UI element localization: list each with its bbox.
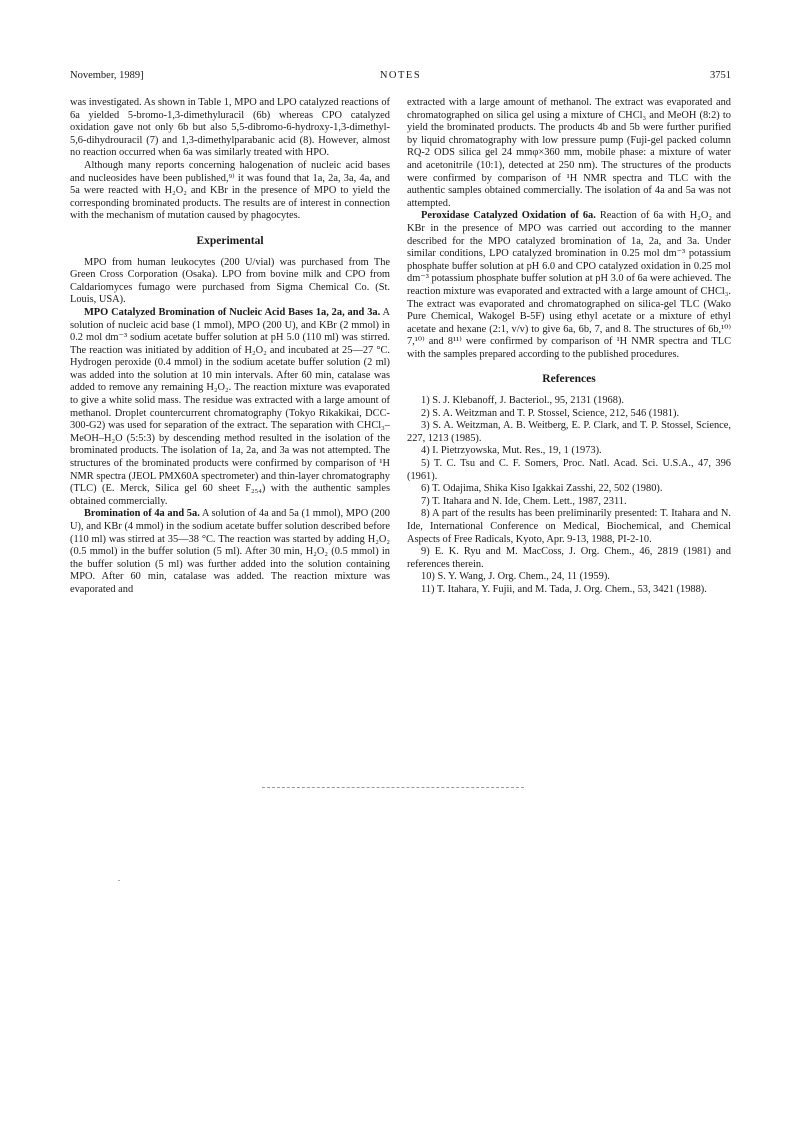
right-column (407, 97, 731, 597)
section-title: NOTES (379, 70, 422, 81)
mpo-bromination-heading: MPO Catalyzed Bromination of Nucleic Acid Bases 1a, 2a, and 3a. (84, 306, 381, 318)
mpo-bromination-body: A solution of nucleic acid base (1 mmol), MPO (200 U), and KBr (2 mmol) in 0.2 mol dm⁻³ sodium acetate buffer solution at pH 5.0 (110 ml) was stirred. The reaction was initiated by addition of H₂O₂ and incubated at 25—27 °C. Hydrogen peroxide (0.4 mmol) in the sodium acetate buffer solution (2 ml) was added into the solution at 10 min intervals. After 60 min, catalase was added to remove any remaining H₂O₂. The reaction mixture was evaporated to give a white solid mass. The residue was extracted with a large amount of methanol. Droplet countercurrent chromatography (Tokyo Rikakikai, DCC-300-G2) was used for separation of the extract. The separation with CHCl₃–MeOH–H₂O (5:5:3) by descending method resulted in the isolation of the brominated products. The isolation of 1a, 2a, and 3a was not attempted. The structures of the brominated products were confirmed by comparison of ¹H NMR spectra (JEOL PMX60A spectrometer) and thin-layer chromatography (TLC) (E. Merck, Silica gel 60 sheet F₂₅₄) with the authentic samples obtained commercially. (70, 306, 390, 507)
peroxidase-body: Reaction of 6a with H₂O₂ and KBr in the presence of MPO was carried out according to the manner described for the MPO catalyzed bromination of 1a, 2a, and 3a. Under similar conditions, LPO catalyzed bromination in 0.25 mol dm⁻³ potassium phosphate buffer solution at pH 6.0 and CPO catalyzed oxidation in 0.25 mol dm⁻³ potassium phosphate buffer solution at pH 3.0 of 6a were achieved. The reaction mixture was evaporated and extracted with a large amount of CHCl₃. The extract was evaporated and chromatographed on silica-gel TLC (Wako Pure Chemical, Wakogel B-5F) using ethyl acetate or a mixture of ethyl acetate and hexane (2:1, v/v) to give 6a, 6b, 7, and 8. The structures of 6b,¹⁰⁾ 7,¹⁰⁾ and 8¹¹⁾ were confirmed by comparison of ¹H NMR spectra and TLC with the samples prepared according to the published procedures. (407, 210, 731, 360)
reference-item: 2) S. A. Weitzman and T. P. Stossel, Science, 212, 546 (1981). (421, 407, 680, 419)
left-column (70, 97, 390, 597)
peroxidase-paragraph (407, 210, 731, 361)
reference-item: 7) T. Itahara and N. Ide, Chem. Lett., 1987, 2311. (421, 495, 627, 507)
continuation-paragraph: extracted with a large amount of methanol. The extract was evaporated and chromatographed on silica gel using a mixture of CHCl₃ and MeOH (8:2) to yield the brominated products. The products 4b and 5b were further purified by liquid chromatography with low pressure pump (Fuji-gel packed column RQ-2 ODS silica gel 24 mmφ×360 mm, mobile phase: a mixture of water and acetonitrile (10:1), detected at 250 nm). The structures of the products were confirmed by comparison of ¹H NMR spectra and TLC with the authentic samples obtained commercially. The isolation of 4a and 5a was not attempted. (407, 97, 731, 209)
end-divider (262, 787, 524, 789)
references-heading: References (542, 373, 596, 386)
materials-paragraph: MPO from human leukocytes (200 U/vial) was purchased from The Green Cross Corporation (Osaka). LPO from bovine milk and CPO from Caldariomyces fumago were purchased from Sigma Chemical Co. (St. Louis, USA). (70, 256, 390, 306)
reference-item: 1) S. J. Klebanoff, J. Bacteriol., 95, 2131 (1968). (421, 395, 624, 407)
issue-date: November, 1989] (70, 70, 144, 81)
scan-speck (118, 880, 120, 881)
bromination-4a-5a-heading: Bromination of 4a and 5a. (84, 508, 200, 520)
reference-item: 4) I. Pietrzyowska, Mut. Res., 19, 1 (1973). (421, 445, 602, 457)
reference-item: 9) E. K. Ryu and M. MacCoss, J. Org. Chem., 46, 2819 (1981) and references therein. (407, 546, 731, 570)
reference-item: 3) S. A. Weitzman, A. B. Weitberg, E. P. Clark, and T. P. Stossel, Science, 227, 1213 (1985). (407, 420, 731, 444)
reference-item: 5) T. C. Tsu and C. F. Somers, Proc. Natl. Acad. Sci. U.S.A., 47, 396 (1961). (407, 458, 731, 482)
reference-item: 10) S. Y. Wang, J. Org. Chem., 24, 11 (1959). (421, 571, 610, 583)
intro-paragraph-1: was investigated. As shown in Table 1, MPO and LPO catalyzed reactions of 6a yielded 5-bromo-1,3-dimethyluracil (6b) whereas CPO catalyzed oxidation gave not only 6b but also 5,5-dibromo-6-hydroxy-1,3-dimethyl-5,6-dihydrouracil (7) and 1,3-dimethylparabanic acid (8). However, almost no reaction occurred when 6a was similarly treated with HPO. (70, 97, 390, 159)
bromination-4a-5a-paragraph (70, 508, 390, 596)
reference-item: 6) T. Odajima, Shika Kiso Igakkai Zasshi, 22, 502 (1980). (421, 483, 663, 495)
experimental-heading: Experimental (196, 234, 264, 247)
page-number: 3751 (710, 70, 731, 81)
bromination-4a-5a-body: A solution of 4a and 5a (1 mmol), MPO (200 U), and KBr (4 mmol) in the sodium acetate buffer solution described before (110 ml) was stirred at 35—38 °C. The reaction was started by adding H₂O₂ (0.5 mmol) in the buffer solution (5 ml). After 30 min, H₂O₂ (0.5 mmol) in the buffer solution (5 ml) was further added into the solution containing MPO. After 60 min, catalase was added. The reaction mixture was evaporated and (70, 508, 390, 595)
references-list (407, 395, 731, 597)
peroxidase-heading: Peroxidase Catalyzed Oxidation of 6a. (421, 210, 596, 222)
intro-paragraph-2: Although many reports concerning halogenation of nucleic acid bases and nucleosides have been published,⁹⁾ it was found that 1a, 2a, 3a, 4a, and 5a were reacted with H₂O₂ and KBr in the presence of MPO to yield the corresponding brominated products. The results are of interest in connection with the mechanism of mutation caused by phagocytes. (70, 159, 390, 222)
reference-item: 8) A part of the results has been preliminarily presented: T. Itahara and N. Ide, International Conference on Medical, Biochemical, and Chemical Aspects of Free Radicals, Kyoto, Apr. 9-13, 1988, PI-2-10. (407, 508, 731, 545)
page-header (70, 70, 731, 84)
mpo-bromination-paragraph (70, 307, 390, 509)
reference-item: 11) T. Itahara, Y. Fujii, and M. Tada, J. Org. Chem., 53, 3421 (1988). (421, 583, 707, 595)
